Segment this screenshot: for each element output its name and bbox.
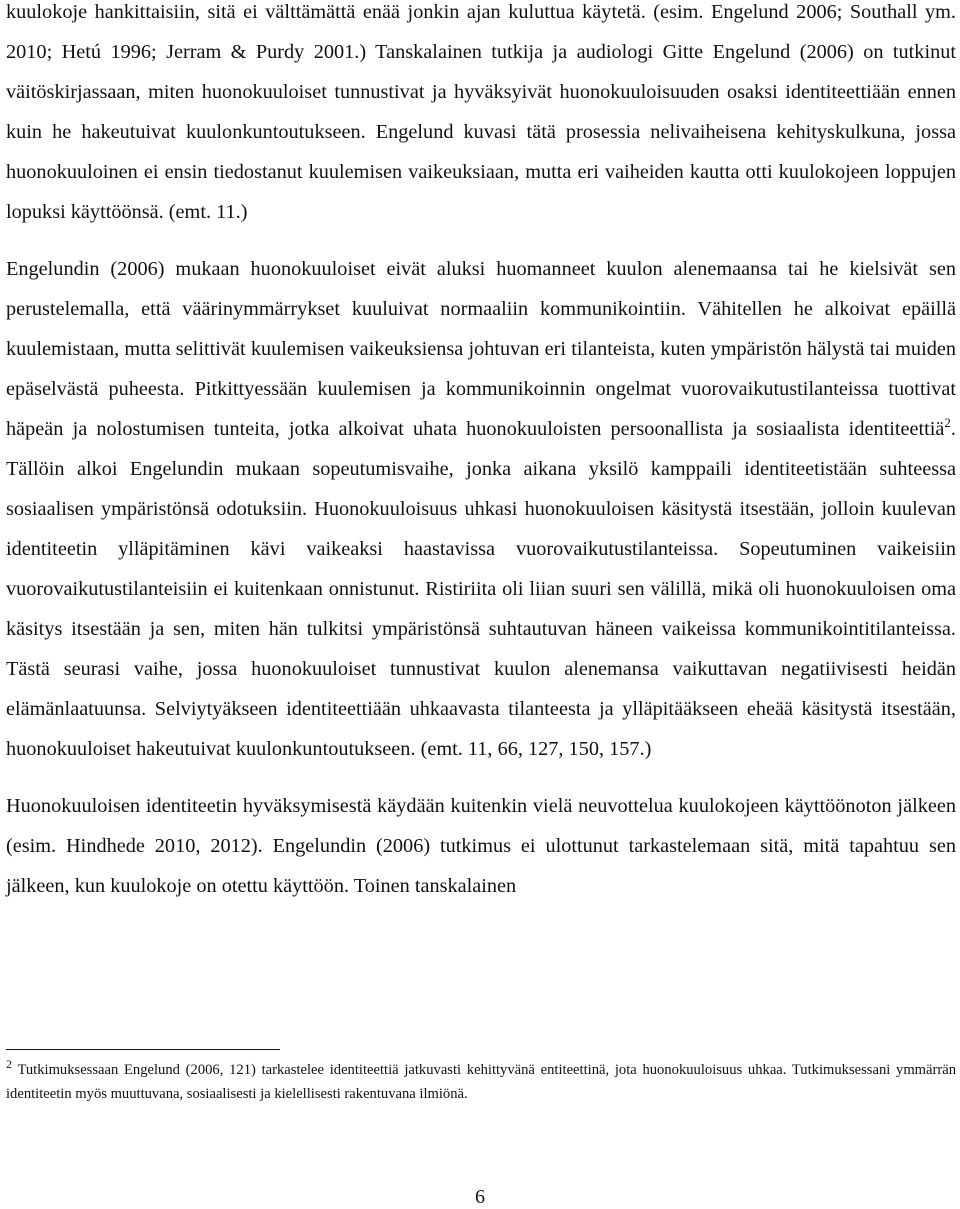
footnote-reference[interactable]: 2 xyxy=(944,415,951,431)
page-number: 6 xyxy=(475,1186,485,1208)
paragraph-1 xyxy=(6,0,956,232)
paragraph-3-text: Huonokuuloisen identiteetin hyväksymisestä käydään kuitenkin vielä neuvottelua kuulokojeen käyttöönoton jälkeen (esim. Hindhede 2010, 2012). Engelundin (2006) tutkimus ei ulottunut tarkastelemaan sitä, mitä tapahtuu sen jälkeen, kun kuulokoje on otettu käyttöön. Toinen tanskalainen xyxy=(6,795,956,897)
footnote-separator xyxy=(6,1049,280,1050)
paragraph-1-text: kuulokoje hankittaisiin, sitä ei välttämättä enää jonkin ajan kuluttua käytetä. (esim. Engelund 2006; Southall ym. 2010; Hetú 1996; Jerram & Purdy 2001.) Tanskalainen tutkija ja audiologi Gitte Engelund (2006) on tutkinut väitöskirjassaan, miten huonokuuloiset tunnustivat ja hyväksyivät huonokuuloisuuden osaksi identiteettiään ennen kuin he hakeutuivat kuulonkuntoutukseen. Engelund kuvasi tätä prosessia nelivaiheisena kehityskulkuna, jossa huonokuuloinen ei ensin tiedostanut kuulemisen vaikeuksiaan, mutta eri vaiheiden kautta otti kuulokojeen loppujen lopuksi käyttöönsä. (emt. 11.) xyxy=(6,1,956,223)
footnote xyxy=(6,1058,956,1106)
paragraph-2-text-start: Engelundin (2006) mukaan huonokuuloiset eivät aluksi huomanneet kuulon alenemaansa tai he kielsivät sen perustelemalla, että väärinymmärrykset kuuluivat normaaliin kommunikointiin. Vähitellen he alkoivat epäillä kuulemistaan, mutta selittivät kuulemisen vaikeuksiensa johtuvan eri tilanteista, kuten ympäristön hälystä tai muiden epäselvästä puheesta. Pitkittyessään kuulemisen ja kommunikoinnin ongelmat vuorovaikutustilanteissa tuottivat häpeän ja nolostumisen tunteita, jotka alkoivat uhata huonokuuloisten persoonallista ja sosiaalista identiteettiä xyxy=(6,258,956,440)
paragraph-2 xyxy=(6,249,956,769)
document-page xyxy=(6,0,956,906)
footnote-marker: 2 xyxy=(6,1057,12,1072)
paragraph-2-text-end: . Tällöin alkoi Engelundin mukaan sopeutumisvaihe, jonka aikana yksilö kamppaili identiteetistään suhteessa sosiaalisen ympäristönsä odotuksiin. Huonokuuloisuus uhkasi huonokuuloisen käsitystä itsestään, jolloin kuulevan identiteetin ylläpitäminen kävi vaikeaksi haastavissa vuorovaikutustilanteissa. Sopeutuminen vaikeisiin vuorovaikutustilanteisiin ei kuitenkaan onnistunut. Ristiriita oli liian suuri sen välillä, mikä oli huonokuuloisen oma käsitys itsestään ja sen, miten hän tulkitsi ympäristönsä suhtautuvan häneen vaikeissa kommunikointitilanteissa. Tästä seurasi vaihe, jossa huonokuuloiset tunnustivat kuulon alenemansa vaikuttavan negatiivisesti heidän elämänlaatuunsa. Selviytyäkseen identiteettiään uhkaavasta tilanteesta ja ylläpitääkseen eheää käsitystä itsestään, huonokuuloiset hakeutuivat kuulonkuntoutukseen. (emt. 11, 66, 127, 150, 157.) xyxy=(6,418,956,760)
footnote-text: Tutkimuksessaan Engelund (2006, 121) tarkastelee identiteettiä jatkuvasti kehittyvänä entiteettinä, jota huonokuuloisuus uhkaa. Tutkimuksessani ymmärrän identiteetin myös muuttuvana, sosiaalisesti ja kielellisesti rakentuvana ilmiönä. xyxy=(6,1062,956,1102)
paragraph-3 xyxy=(6,786,956,906)
